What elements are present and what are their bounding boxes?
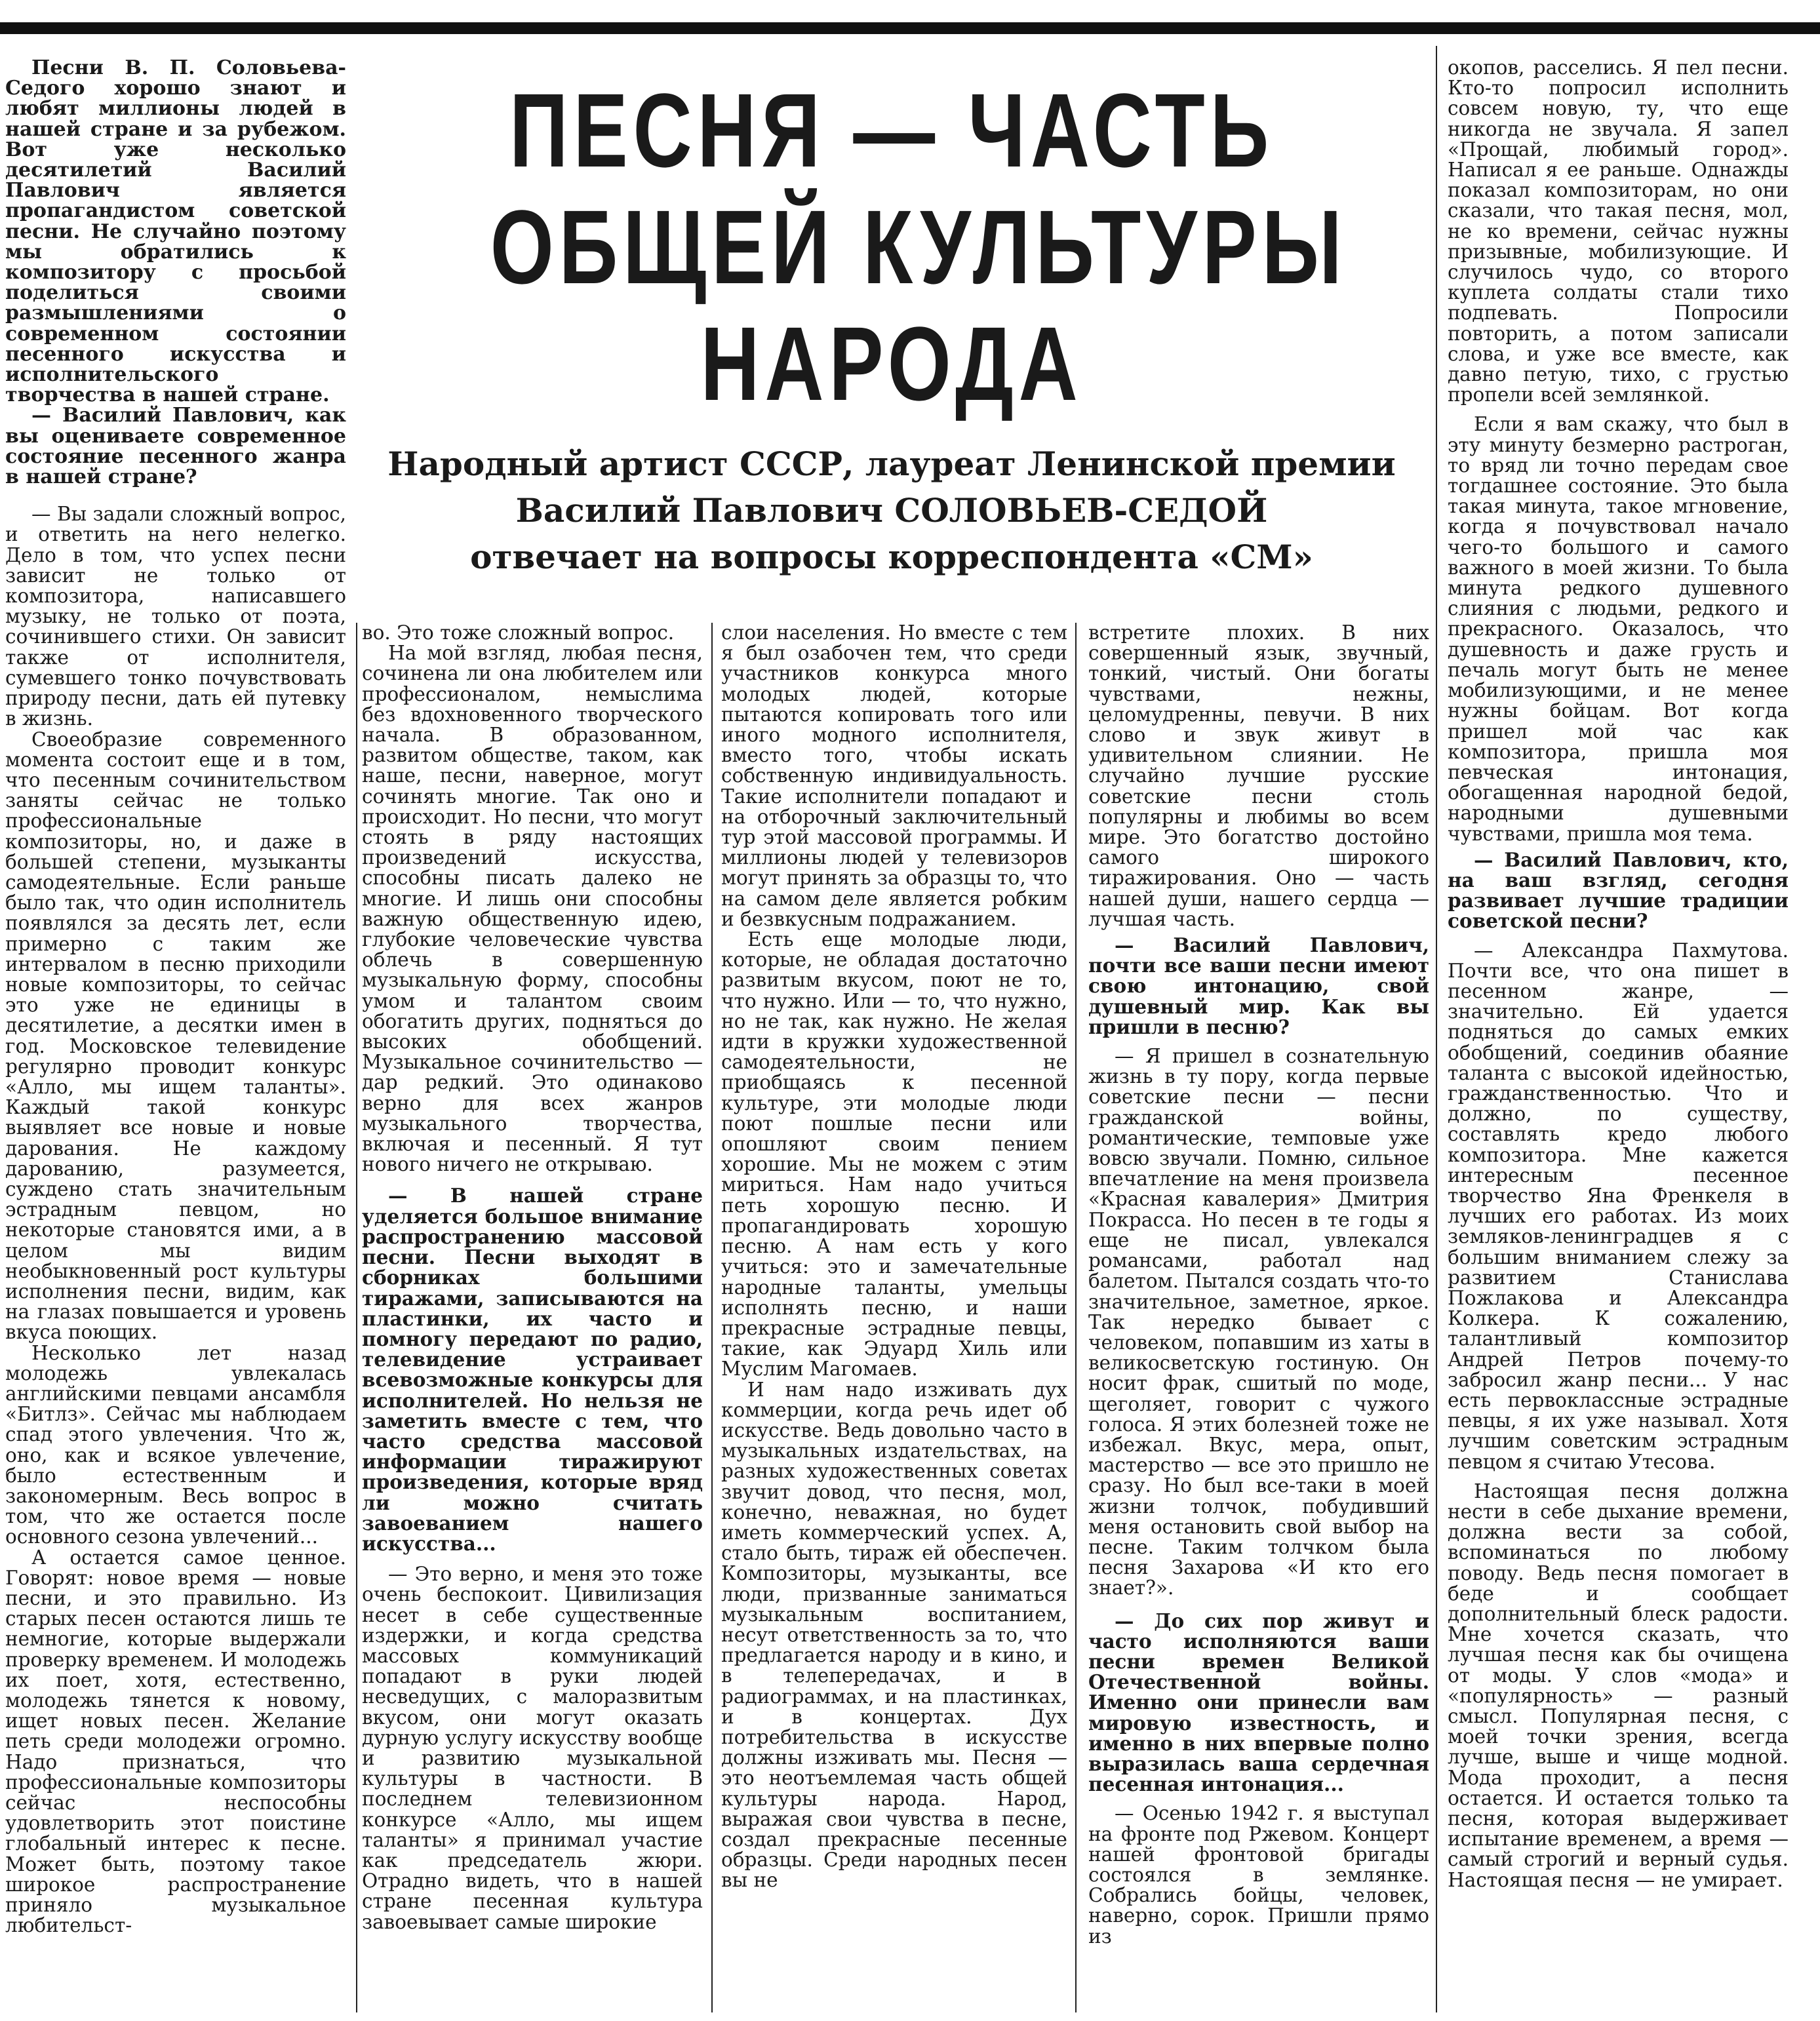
answer-paragraph: Несколько лет назад молодежь увлекалась английскими певцами ансамбля «Битлз». Сейчас мы наблюдаем спад этого увлечения. Что ж, оно, как и всякое увлечение, было естественным и закономерным. Весь вопрос в том, что же остается после основного сезона увлечений... (5, 1341, 346, 1548)
answer-paragraph: — Александра Пахмутова. Почти все, что она пишет в песенном жанре, — значительно. Ей удается подняться до самых емких обобщений, соединив обаяние таланта с высокой идейностью, гражданственностью. Что и должно, по существу, составлять кредо любого композитора. Мне кажется интересным песенное творчество Яна Френкеля в лучших его работах. Из моих земляков-ленинградцев я с большим вниманием слежу за развитием Станислава Пожлакова и Александра Колкера. К сожалению, талантливый композитор Андрей Петров почему-то забросил жанр песни... У нас есть первоклассные эстрадные певцы, я их уже называл. Хотя лучшим советским эстрадным певцом я считаю Утесова. (1448, 939, 1789, 1473)
subheadline-line-1: Народный артист СССР, лауреат Ленинской премии (387, 444, 1396, 483)
answer-paragraph: Есть еще молодые люди, которые, не обладая достаточно развитым вкусом, поют не то, что нужно. Или — то, что нужно, но не так, как нужно. Не желая идти в кружки художественной самодеятельности, не приобщаясь к песенной культуре, эти молодые люди поют пошлые песни или опошляют своим пением хорошие. Мы не можем с этим мириться. Нам надо учиться петь хорошую песню. И пропагандировать хорошую песню. А нам есть у кого учиться: это и замечательные народные таланты, умельцы исполнять песню, и наши прекрасные эстрадные певцы, такие, как Эдуард Хиль или Муслим Магомаев. (721, 928, 1067, 1381)
question-4: — До сих пор живут и часто исполняются ваши песни времен Великой Отечественной войны. Именно они принесли вам мировую известность, и именно в них впервые полно выразилась ваша сердечная песенная интонация... (1088, 1609, 1429, 1796)
answer-paragraph: слои населения. Но вместе с тем я был озабочен тем, что среди участников конкурса много молодых людей, которые пытаются копировать того или иного модного исполнителя, вместо того, чтобы искать собственную индивидуальность. Такие исполнители попадают и на отборочный заключительный тур этой массовой программы. И миллионы людей у телевизоров могут принять за образцы то, что на самом деле является робким и безвкусным подражанием. (721, 623, 1067, 930)
column-rule (356, 623, 357, 2012)
subheadline (367, 441, 1416, 580)
question-5: — Василий Павлович, кто, на ваш взгляд, сегодня развивает лучшие традиции советской песни? (1448, 848, 1789, 933)
answer-paragraph: окопов, расселись. Я пел песни. Кто-то попросил исполнить совсем новую, ту, что еще никогда не звучала. Я запел «Прощай, любимый город». Написал я ее раньше. Однажды показал композиторам, но они сказали, что такая песня, мол, не ко времени, сейчас нужны призывные, мобилизующие. И случилось чудо, со второго куплета солдаты стали тихо подпевать. Попросили повторить, а потом записали слова, и уже все вместе, как давно петую, тихо, с грустью пропели всей землянкой. (1448, 58, 1789, 406)
answer-paragraph: А остается самое ценное. Говорят: новое время — новые песни, и это правильно. Из старых песен остаются лишь те немногие, которые выдержали проверку временем. И молодежь их поет, хотя, естественно, молодежь тянется к новому, ищет новых песен. Желание петь среди молодежи огромно. Надо признаться, что профессиональные композиторы сейчас неспособны удовлетворить этот поистине глобальный интерес к песне. Может быть, поэтому такое широкое распространение приняло музыкальное любительст- (5, 1546, 346, 1937)
question-2: — В нашей стране уделяется большое внимание распространению массовой песни. Песни выходят в сборниках большими тиражами, записываются на пластинки, их часто и помногу передают по радио, телевидение устраивает всевозможные конкурсы для исполнителей. Но нельзя не заметить вместе с тем, что часто средства массовой информации тиражируют произведения, которые вряд ли можно считать завоеванием нашего искусства... (362, 1184, 703, 1555)
column-4 (1088, 623, 1429, 2018)
answer-paragraph: встретите плохих. В них совершенный язык, звучный, тонкий, чистый. Они богаты чувствами, нежны, целомудренны, певучи. В них слово и звук живут в удивительном слиянии. Не случайно лучшие русские советские песни столь популярны и любимы во всем мире. Это богатство достойно самого широкого тиражирования. Оно — часть нашей души, нашего сердца — лучшая часть. (1088, 623, 1429, 930)
column-rule (1436, 46, 1437, 2012)
column-3 (721, 623, 1067, 2018)
top-border-rule (0, 22, 1820, 34)
column-rule (711, 623, 713, 2012)
answer-paragraph: во. Это тоже сложный вопрос. (362, 623, 675, 644)
answer-paragraph: — Вы задали сложный вопрос, и ответить на него нелегко. Дело в том, что успех песни зависит не только от композитора, написавшего музыку, не только от поэта, сочинившего стихи. Он зависит также от исполнителя, сумевшего тонко почувствовать природу песни, дать ей путевку в жизнь. (5, 503, 346, 730)
answer-paragraph: И нам надо изживать дух коммерции, когда речь идет об искусстве. Ведь довольно часто в музыкальных издательствах, на разных художественных советах звучит довод, что песня, мол, конечно, неважная, но будет иметь коммерческий успех. А, стало быть, тираж ей обеспечен. Композиторы, музыканты, все люди, призванные заниматься музыкальным воспитанием, несут ответственность за то, что предлагается народу и в кино, и в телепередачах, и в радиограммах, и на пластинках, и в концертах. Дух потребительства в искусстве должны изживать мы. Песня — это неотъемлемая часть общей культуры народа. Народ, выражая свои чувства в песне, создал прекрасные песенные образцы. Среди народных песен вы не (721, 1378, 1067, 1892)
column-2 (362, 623, 703, 2018)
answer-paragraph: На мой взгляд, любая песня, сочинена ли она любителем или профессионалом, немыслима без вдохновенного творческого начала. В образованном, развитом обществе, таком, как наше, песни, наверное, могут сочинять многие. Так оно и происходит. Но песни, что могут стоять в ряду настоящих произведений искусства, способны писать далеко не многие. И лишь они способны важную общественную идею, глубокие человеческие чувства облечь в совершенную музыкальную форму, способны умом и талантом своим обогатить других, подняться до высоких обобщений. Музыкальное сочинительство — дар редкий. Это одинаково верно для всех жанров музыкального творчества, включая и песенный. Я тут нового ничего не открываю. (362, 642, 703, 1176)
subheadline-line-3: отвечает на вопросы корреспондента «СМ» (470, 538, 1313, 576)
subheadline-line-2: Василий Павлович СОЛОВЬЕВ-СЕДОЙ (515, 491, 1268, 530)
question-3: — Василий Павлович, почти все ваши песни имеют свою интонацию, свой душевный мир. Как вы пришли в песню? (1088, 933, 1429, 1038)
question-1: — Василий Павлович, как вы оцениваете современное состояние песенного жанра в нашей стране? (5, 404, 346, 489)
answer-paragraph: Своеобразие современного момента состоит еще и в том, что песенным сочинительством заняты сейчас не только профессиональные композиторы, но, и даже в большей степени, музыканты самодеятельные. Если раньше было так, что один исполнитель появлялся за десять лет, если примерно с таким же интервалом в песню приходили новые композиторы, то сейчас это уже не единицы в десятилетие, а десятки имен в год. Московское телевидение регулярно проводит конкурс «Алло, мы ищем таланты». Каждый такой конкурс выявляет все новые и новые дарования. Не каждому дарованию, разумеется, суждено стать значительным эстрадным певцом, но некоторые становятся ими, а в целом мы видим необыкновенный рост культуры исполнения песни, видим, как на глазах повышается и уровень вкуса поющих. (5, 728, 346, 1344)
column-rule (1075, 623, 1077, 2012)
answer-paragraph: — Осенью 1942 г. я выступал на фронте под Ржевом. Концерт нашей фронтовой бригады состоялся в землянке. Собрались бойцы, человек, наверно, сорок. Пришли прямо из (1088, 1802, 1429, 1948)
intro-paragraph: Песни В. П. Соловьева-Седого хорошо знают и любят миллионы людей в нашей стране и за рубежом. Вот уже несколько десятилетий Василий Павлович является пропагандистом советской песни. Не случайно поэтому мы обратились к композитору с просьбой поделиться своими размышлениями о современном состоянии песенного искусства и исполнительского творчества в нашей стране. (5, 58, 346, 407)
headline-line-1: ПЕСНЯ — ЧАСТЬ (509, 71, 1275, 189)
headline-line-3: НАРОДА (700, 305, 1083, 422)
headline (377, 72, 1406, 422)
answer-paragraph: — Это верно, и меня это тоже очень беспокоит. Цивилизация несет в себе существенные издержки, и когда средства массовых коммуникаций попадают в руки людей несведущих, с малоразвитым вкусом, они могут оказать дурную услугу искусству вообще и развитию музыкальной культуры в частности. В последнем телевизионном конкурсе «Алло, мы ищем таланты» я принимал участие как председатель жюри. Отрадно видеть, что в нашей стране песенная культура завоевывает самые широкие (362, 1563, 703, 1933)
answer-paragraph: Настоящая песня должна нести в себе дыхание времени, должна вести за собой, вспоминаться по любому поводу. Ведь песня помогает в беде и сообщает дополнительный блеск радости. Мне хочется сказать, что лучшая песня как бы очищена от моды. У слов «мода» и «популярность» — разный смысл. Популярная песня, с моей точки зрения, всегда лучше, выше и чище модной. Мода проходит, а песня остается. И остается только та песня, которая выдерживает испытание временем, а время — самый строгий и верный судья. Настоящая песня — не умирает. (1448, 1480, 1789, 1891)
headline-line-2: ОБЩЕЙ КУЛЬТУРЫ (490, 188, 1347, 305)
answer-paragraph: Если я вам скажу, что был в эту минуту безмерно растроган, то вряд ли точно передам свое тогдашнее состояние. Это была такая минута, такое мгновение, когда я почувствовал начало чего-то большого и самого важного в моей жизни. То была минута редкого душевного слияния с людьми, редкого и прекрасного. Оказалось, что душевность и даже грусть и печаль могут быть не менее мобилизующими, и не менее нужны бойцам. Вот когда пришел мой час как композитора, пришла моя певческая интонация, обогащенная народной бедой, народными душевными чувствами, пришла моя тема. (1448, 413, 1789, 845)
answer-paragraph: — Я пришел в сознательную жизнь в ту пору, когда первые советские песни — песни гражданской войны, романтические, темповые уже вовсю звучали. Помню, сильное впечатление на меня произвела «Красная кавалерия» Дмитрия Покрасса. Но песен в те годы я еще не писал, увлекался романсами, работал над балетом. Пытался создать что-то значительное, заметное, яркое. Так нередко бывает с человеком, попавшим из хаты в великосветскую гостиную. Он носит фрак, сшитый по моде, щеголяет, говорит с чужого голоса. Я этих болезней тоже не избежал. Вкус, мера, опыт, мастерство — все это пришло не сразу. Но был все-таки в моей жизни толчок, побудивший меня остановить свой выбор на песне. Таким толчком была песня Захарова «И кто его знает?». (1088, 1045, 1429, 1599)
column-1 (5, 58, 346, 2018)
column-5 (1448, 58, 1789, 2018)
